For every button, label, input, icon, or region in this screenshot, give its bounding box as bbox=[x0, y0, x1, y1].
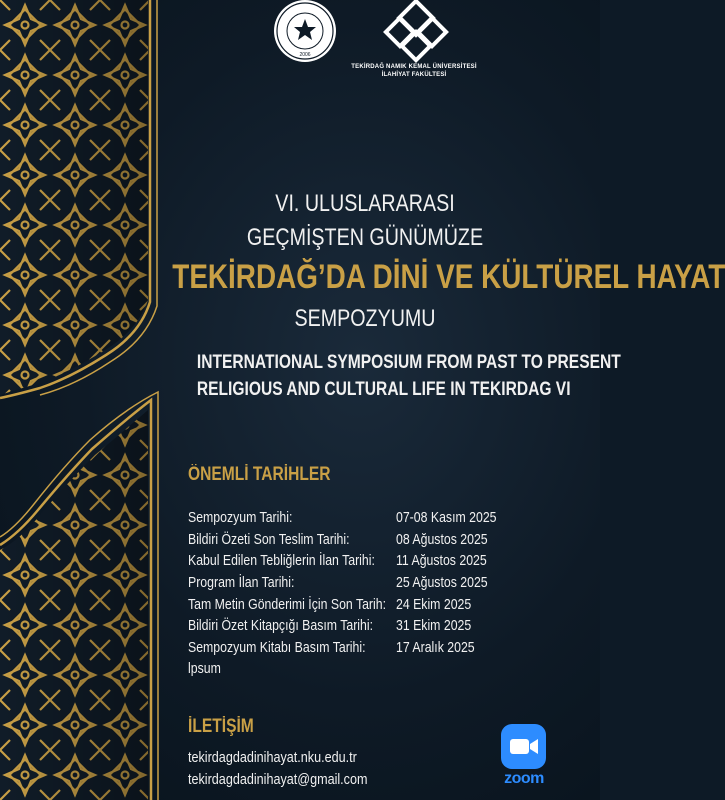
date-row bbox=[188, 617, 518, 639]
contact-website-link[interactable]: tekirdagdadinihayat.nku.edu.tr bbox=[188, 749, 357, 766]
title-edition: VI. ULUSLARARASI bbox=[275, 190, 455, 217]
date-row bbox=[188, 596, 518, 618]
title-from-past: GEÇMİŞTEN GÜNÜMÜZE bbox=[246, 224, 484, 251]
geometric-pattern-bottom-decoration bbox=[0, 400, 165, 800]
contact-email-link[interactable]: tekirdagdadinihayat@gmail.com bbox=[188, 771, 368, 788]
date-row bbox=[188, 552, 518, 574]
title-main: TEKİRDAĞ’DA DİNİ VE KÜLTÜREL HAYAT bbox=[172, 258, 725, 296]
date-value: 31 Ekim 2025 bbox=[396, 617, 472, 635]
zoom-label[interactable]: zoom bbox=[504, 770, 544, 787]
date-label: Bildiri Özet Kitapçığı Basım Tarihi: bbox=[188, 617, 374, 635]
date-label: Bildiri Özeti Son Teslim Tarihi: bbox=[188, 530, 350, 548]
date-value: 25 Ağustos 2025 bbox=[396, 574, 488, 592]
date-value: 11 Ağustos 2025 bbox=[396, 552, 487, 570]
date-label: Kabul Edilen Tebliğlerin İlan Tarihi: bbox=[188, 552, 375, 570]
important-dates-heading: ÖNEMLİ TARİHLER bbox=[188, 464, 331, 485]
seal-year: 2006 bbox=[299, 52, 311, 58]
date-label: Tam Metin Gönderimi İçin Son Tarih: bbox=[188, 595, 387, 613]
date-value: 24 Ekim 2025 bbox=[396, 595, 472, 613]
date-row bbox=[188, 574, 518, 596]
stray-placeholder-text: lpsum bbox=[188, 660, 221, 677]
university-seal-logo bbox=[272, 0, 338, 66]
date-label: Sempozyum Tarihi: bbox=[188, 509, 293, 526]
faculty-department-name: İLAHİYAT FAKÜLTESİ bbox=[381, 72, 447, 78]
faculty-logo bbox=[384, 0, 448, 62]
date-label: Program İlan Tarihi: bbox=[188, 574, 295, 592]
title-english-line1: INTERNATIONAL SYMPOSIUM FROM PAST TO PRESENT bbox=[196, 352, 621, 373]
faculty-university-name: TEKİRDAĞ NAMIK KEMAL ÜNİVERSİTESİ bbox=[351, 64, 477, 70]
date-value: 08 Ağustos 2025 bbox=[396, 530, 488, 548]
date-label: Sempozyum Kitabı Basım Tarihi: bbox=[188, 639, 366, 657]
geometric-pattern-top-decoration bbox=[0, 0, 160, 395]
date-row bbox=[188, 531, 518, 553]
faculty-name bbox=[340, 63, 488, 79]
date-row bbox=[188, 639, 518, 661]
zoom-camera-icon[interactable] bbox=[501, 724, 546, 769]
title-english-line2: RELIGIOUS AND CULTURAL LIFE IN TEKIRDAG VI bbox=[196, 379, 571, 400]
date-value: 17 Aralık 2025 bbox=[396, 639, 475, 657]
contact-heading: İLETİŞİM bbox=[188, 716, 254, 737]
date-row bbox=[188, 509, 518, 531]
title-symposium: SEMPOZYUMU bbox=[294, 305, 436, 332]
important-dates-list bbox=[188, 509, 518, 661]
date-value: 07-08 Kasım 2025 bbox=[396, 509, 497, 526]
